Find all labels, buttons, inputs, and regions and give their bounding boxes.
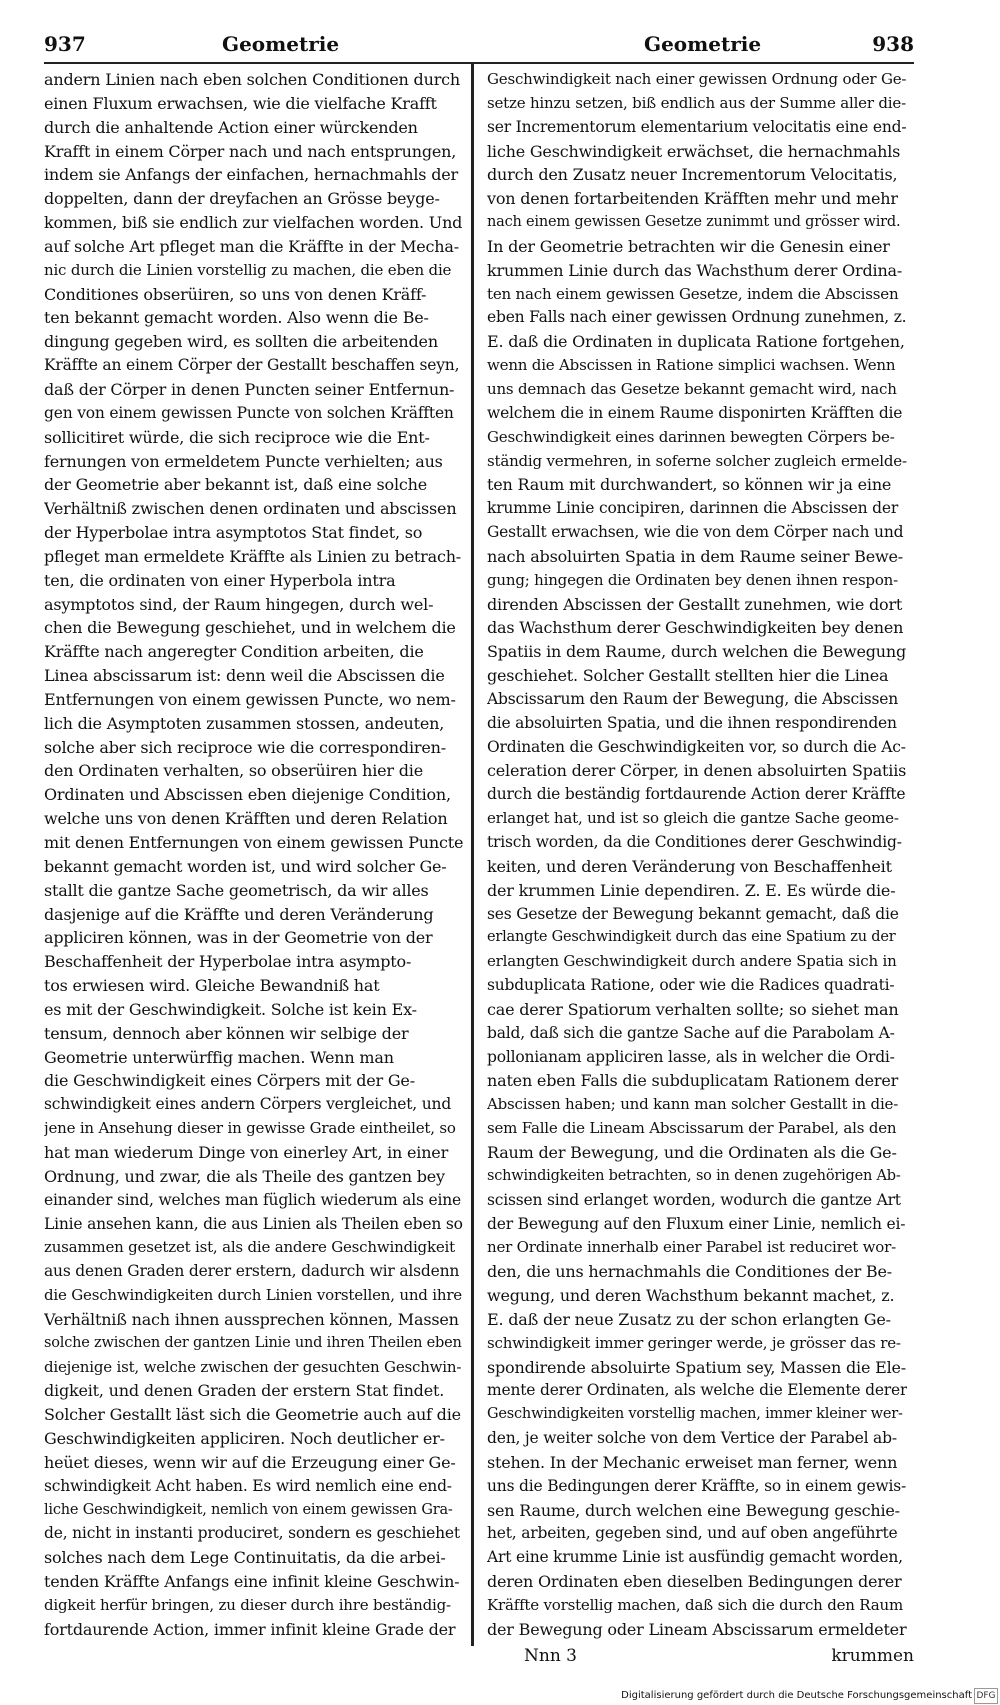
text-line: Spatiis in dem Raume, durch welchen die Bewegung — [487, 642, 907, 662]
text-line: naten eben Falls die subduplicatam Rationem derer — [487, 1071, 899, 1091]
text-line: digkeit, und denen Graden der erstern Stat findet. — [44, 1381, 445, 1401]
text-line: Gestallt erwachsen, wie die von dem Cörper nach und — [487, 523, 904, 542]
text-line: nach einem gewissen Gesetze zunimmt und grösser wird. — [487, 214, 901, 231]
text-line: E. daß die Ordinaten in duplicata Ratione fortgehen, — [487, 332, 905, 352]
text-line: Art eine krumme Linie ist ausfündig gemacht worden, — [487, 1548, 903, 1567]
text-line: gung; hingegen die Ordinaten bey denen ihnen respon- — [487, 570, 898, 589]
text-line: Linie ansehen kann, die aus Linien als Theilen eben so — [44, 1214, 463, 1233]
text-line: die Geschwindigkeit eines Cörpers mit der Ge- — [44, 1071, 415, 1091]
text-line: der Geometrie aber bekannt ist, daß eine solche — [44, 475, 427, 495]
text-line: Kräffte vorstellig machen, daß sich die durch den Raum — [487, 1596, 903, 1614]
text-line: pollonianam appliciren lasse, als in welcher die Ordi- — [487, 1047, 895, 1066]
text-line: heüet dieses, wenn wir auf die Erzeugung einer Ge- — [44, 1452, 456, 1472]
text-line: diejenige ist, welche zwischen der gesuchten Geschwin- — [44, 1357, 462, 1376]
text-line: indem sie Anfangs der einfachen, hernachmahls der — [44, 165, 458, 185]
text-line: sollicitiret würde, die sich reciproce wie die Ent- — [44, 427, 430, 447]
text-line: Solcher Gestallt läst sich die Geometrie auch auf die — [44, 1405, 461, 1425]
text-line: Verhältniß nach ihnen aussprechen können, Massen — [44, 1309, 459, 1329]
text-line: erlanget hat, und ist so gleich die gantze Sache geome- — [487, 809, 899, 828]
text-line: nach absoluirten Spatia in dem Raume seiner Bewe- — [487, 546, 903, 566]
text-line: wenn die Abscissen in Ratione simplici wachsen. Wenn — [487, 356, 896, 375]
text-line: het, arbeiten, gegeben sind, und auf oben angeführte — [487, 1524, 898, 1543]
footer-text: Digitalisierung gefördert durch die Deutsche Forschungsgemeinschaft — [621, 1690, 972, 1701]
text-line: hat man wiederum Dinge von einerley Art, in einer — [44, 1142, 449, 1162]
text-line: Geschwindigkeiten appliciren. Noch deutlicher er- — [44, 1429, 445, 1449]
text-line: pfleget man ermeldete Kräffte als Linien zu betrach- — [44, 546, 462, 566]
text-line: das Wachsthum derer Geschwindigkeiten bey denen — [487, 618, 904, 638]
text-line: spondirende absoluirte Spatium sey, Massen die Ele- — [487, 1357, 906, 1377]
text-line: liche Geschwindigkeit erwächset, die hernachmahls — [487, 141, 901, 161]
text-line: Abscissarum den Raum der Bewegung, die Abscissen — [487, 689, 899, 708]
text-line: Kräffte nach angeregter Condition arbeiten, die — [44, 642, 424, 662]
text-line: tenden Kräffte Anfangs eine infinit kleine Geschwin- — [44, 1572, 460, 1592]
text-line: nic durch die Linien vorstellig zu machen, die eben die — [44, 260, 452, 279]
text-line: E. daß der neue Zusatz zu der schon erlangten Ge- — [487, 1309, 891, 1329]
text-line: jene in Ansehung dieser in gewisse Grade eintheilet, so — [44, 1119, 456, 1138]
text-line: mente derer Ordinaten, als welche die Elemente derer — [487, 1381, 907, 1400]
text-line: schwindigkeit eines andern Cörpers vergleichet, und — [44, 1095, 452, 1114]
text-line: krummen Linie durch das Wachsthum derer Ordina- — [487, 260, 903, 280]
column-divider — [471, 64, 474, 1646]
text-line: erlangten Geschwindigkeit durch andere Spatia sich in — [487, 952, 897, 971]
text-line: einen Fluxum erwachsen, wie die vielfache Krafft — [44, 93, 437, 113]
page-bottom-line — [44, 1646, 914, 1676]
text-line: den Ordinaten verhalten, so obserüiren hier die — [44, 761, 423, 781]
text-line: setze hinzu setzen, biß endlich aus der Summe aller die- — [487, 93, 906, 112]
text-line: ten, die ordinaten von einer Hyperbola intra — [44, 570, 396, 590]
text-line: In der Geometrie betrachten wir die Genesin einer — [487, 236, 890, 256]
text-line: dasjenige auf die Kräffte und deren Veränderung — [44, 904, 434, 924]
text-line: direnden Abscissen der Gestallt zunehmen, wie dort — [487, 594, 903, 614]
text-line: deren Ordinaten eben dieselben Bedingungen derer — [487, 1572, 902, 1592]
text-line: ständig vermehren, in soferne solcher zugleich ermelde- — [487, 451, 907, 470]
text-line: Geschwindigkeit nach einer gewissen Ordnung oder Ge- — [487, 70, 907, 88]
text-line: uns demnach das Gesetze bekannt gemacht wird, nach — [487, 379, 897, 398]
text-line: schwindigkeit immer geringer werde, je grösser das re- — [487, 1333, 901, 1352]
text-line: Ordinaten und Abscissen eben diejenige Condition, — [44, 785, 451, 805]
text-line: tos erwiesen wird. Gleiche Bewandniß hat — [44, 976, 380, 996]
text-line: de, nicht in instanti produciret, sondern es geschiehet — [44, 1524, 460, 1543]
text-line: erlangte Geschwindigkeit durch das eine Spatium zu der — [487, 929, 896, 946]
signature-mark: Nnn 3 — [524, 1646, 577, 1666]
text-line: digkeit herfür bringen, zu dieser durch ihre beständig- — [44, 1596, 451, 1614]
text-line: daß der Cörper in denen Puncten seiner Entfernun- — [44, 379, 455, 399]
text-line: auf solche Art pfleget man die Kräffte in der Mecha- — [44, 236, 459, 256]
text-line: ten Raum mit durchwandert, so können wir ja eine — [487, 475, 892, 495]
text-line: der Bewegung auf den Fluxum einer Linie, nemlich ei- — [487, 1214, 906, 1233]
text-line: den, die uns hernachmahls die Conditiones der Be- — [487, 1262, 892, 1282]
text-line: einander sind, welches man füglich wiederum als eine — [44, 1190, 462, 1209]
text-line: stehen. In der Mechanic erweiset man ferner, wenn — [487, 1452, 898, 1472]
text-line: Ordnung, und zwar, die als Theile des gantzen bey — [44, 1166, 445, 1186]
text-line: fortdaurende Action, immer infinit kleine Grade der — [44, 1619, 456, 1639]
text-line: die absoluirten Spatia, und die ihnen respondirenden — [487, 713, 897, 732]
text-line: Conditiones obserüiren, so uns von denen Kräff- — [44, 284, 427, 304]
text-line: Kräffte an einem Cörper der Gestallt beschaffen seyn, — [44, 356, 460, 375]
text-line: fernungen von ermeldetem Puncte verhielten; aus — [44, 451, 443, 471]
text-line: welche uns von denen Kräfften und deren Relation — [44, 809, 448, 829]
text-line: wegung, und deren Wachsthum bekannt machet, z. — [487, 1286, 895, 1306]
text-line: Entfernungen von einem gewissen Puncte, wo nem- — [44, 689, 456, 709]
right-text-column — [487, 68, 907, 1642]
text-line: Beschaffenheit der Hyperbolae intra asympto- — [44, 952, 412, 972]
text-line: Raum der Bewegung, und die Ordinaten als die Ge- — [487, 1142, 897, 1162]
text-line: zusammen gesetzet ist, als die andere Geschwindigkeit — [44, 1238, 455, 1257]
page-number-right: 938 — [872, 32, 914, 56]
text-line: subduplicata Ratione, oder wie die Radices quadrati- — [487, 976, 895, 995]
text-line: welchem die in einem Raume disponirten Kräfften die — [487, 403, 903, 422]
text-line: Abscissen haben; und kann man solcher Gestallt in die- — [487, 1095, 899, 1114]
running-title-right: Geometrie — [644, 32, 762, 56]
text-line: schwindigkeiten betrachten, so in denen zugehörigen Ab- — [487, 1167, 901, 1184]
text-line: keiten, und deren Veränderung von Beschaffenheit — [487, 856, 892, 876]
text-line: doppelten, dann der dreyfachen an Grösse beyge- — [44, 189, 440, 209]
text-line: mit denen Entfernungen von einem gewissen Puncte — [44, 833, 464, 852]
text-line: liche Geschwindigkeit, nemlich von einem gewissen Gra- — [44, 1501, 453, 1518]
text-line: Verhältniß zwischen denen ordinaten und abscissen — [44, 499, 457, 519]
text-line: von denen fortarbeitenden Kräfften mehr und mehr — [487, 189, 898, 209]
text-line: durch die anhaltende Action einer würckenden — [44, 117, 418, 137]
dfg-logo-icon: DFG — [974, 1688, 998, 1704]
text-line: sem Falle die Lineam Abscissarum der Parabel, als den — [487, 1119, 897, 1138]
text-line: ner Ordinate innerhalb einer Parabel ist reduciret wor- — [487, 1238, 896, 1257]
text-line: bald, daß sich die gantze Sache auf die Parabolam A- — [487, 1023, 895, 1042]
header-rule — [44, 62, 914, 64]
text-line: solches nach dem Lege Continuitatis, da die arbei- — [44, 1548, 446, 1568]
page-number-left: 937 — [44, 32, 86, 56]
text-line: solche aber sich reciproce wie die correspondiren- — [44, 737, 446, 757]
text-line: der Bewegung oder Lineam Abscissarum ermeldeter — [487, 1619, 907, 1639]
text-line: gen von einem gewissen Puncte von solchen Kräfften — [44, 403, 454, 422]
text-line: sen Raume, durch welchen eine Bewegung geschie- — [487, 1500, 900, 1520]
text-line: Geometrie unterwürffig machen. Wenn man — [44, 1047, 394, 1067]
text-line: Geschwindigkeiten vorstellig machen, immer kleiner wer- — [487, 1406, 903, 1423]
text-line: schwindigkeit Acht haben. Es wird nemlich eine end- — [44, 1476, 452, 1495]
text-line: Geschwindigkeit eines darinnen bewegten Cörpers be- — [487, 427, 895, 446]
text-line: die Geschwindigkeiten durch Linien vorstellen, und ihre — [44, 1286, 462, 1305]
text-line: den, je weiter solche von dem Vertice der Parabel ab- — [487, 1429, 897, 1448]
text-line: bekannt gemacht worden ist, und wird solcher Ge- — [44, 856, 447, 876]
page-header — [44, 28, 914, 60]
text-line: stallt die gantze Sache geometrisch, da wir alles — [44, 880, 429, 900]
text-line: dingung gegeben wird, es sollten die arbeitenden — [44, 332, 438, 352]
text-line: der Hyperbolae intra asymptotos Stat findet, so — [44, 523, 423, 543]
text-line: scissen sind erlanget worden, wodurch die gantze Art — [487, 1190, 901, 1209]
text-line: ten bekannt gemacht worden. Also wenn die Be- — [44, 308, 429, 328]
text-line: trisch worden, da die Conditiones derer Geschwindig- — [487, 833, 902, 851]
text-line: tensum, dennoch aber können wir selbige der — [44, 1023, 409, 1043]
text-line: lich die Asymptoten zusammen stossen, andeuten, — [44, 713, 445, 733]
text-line: ser Incrementorum elementarium velocitatis eine end- — [487, 117, 907, 136]
text-line: solche zwischen der gantzen Linie und ihren Theilen eben — [44, 1334, 462, 1351]
text-line: durch den Zusatz neuer Incrementorum Velocitatis, — [487, 165, 898, 185]
text-line: geschiehet. Solcher Gestallt stellten hier die Linea — [487, 666, 889, 686]
text-line: eben Falls nach einer gewissen Ordnung zunehmen, z. — [487, 308, 907, 327]
text-line: ten nach einem gewissen Gesetze, indem die Abscissen — [487, 284, 899, 303]
text-line: kommen, biß sie endlich zur vielfachen worden. Und — [44, 213, 463, 233]
text-line: andern Linien nach eben solchen Conditionen durch — [44, 70, 461, 89]
text-line: Ordinaten die Geschwindigkeiten vor, so durch die Ac- — [487, 737, 906, 756]
text-line: celeration derer Cörper, in denen absoluirten Spatiis — [487, 761, 907, 781]
left-text-column — [44, 68, 464, 1642]
text-line: cae derer Spatiorum verhalten sollte; so siehet man — [487, 999, 899, 1019]
text-line: uns die Bedingungen derer Kräffte, so in einem gewis- — [487, 1476, 907, 1495]
text-line: chen die Bewegung geschiehet, und in welchem die — [44, 618, 456, 638]
text-line: krumme Linie concipiren, darinnen die Abscissen der — [487, 499, 899, 518]
catchword: krummen — [831, 1646, 914, 1666]
text-line: asymptotos sind, der Raum hingegen, durch wel- — [44, 594, 434, 614]
text-line: durch die beständig fortdaurende Action derer Kräffte — [487, 785, 906, 804]
text-line: Krafft in einem Cörper nach und nach entsprungen, — [44, 141, 457, 161]
text-line: es mit der Geschwindigkeit. Solche ist kein Ex- — [44, 999, 417, 1019]
running-title-left: Geometrie — [222, 32, 340, 56]
text-line: der krummen Linie dependiren. Z. E. Es würde die- — [487, 880, 896, 900]
text-line: appliciren können, was in der Geometrie von der — [44, 928, 433, 948]
text-line: ses Gesetze der Bewegung bekannt gemacht, daß die — [487, 904, 899, 923]
text-line: aus denen Graden derer erstern, dadurch wir alsdenn — [44, 1262, 460, 1281]
text-line: Linea abscissarum ist: denn weil die Abscissen die — [44, 666, 445, 686]
